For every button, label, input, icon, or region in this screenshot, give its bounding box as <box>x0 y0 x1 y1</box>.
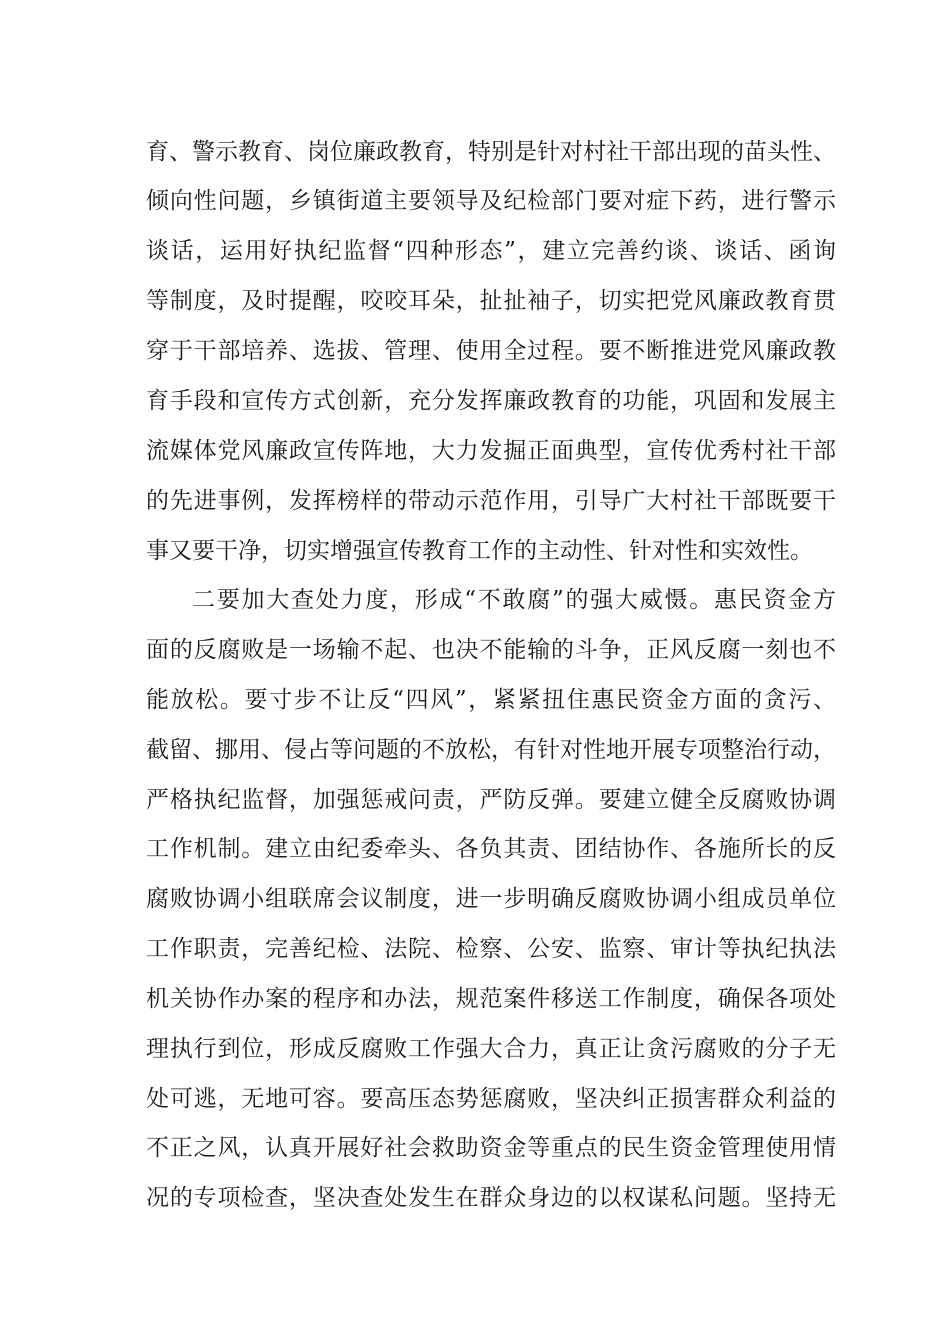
text-line: 工作机制。建立由纪委牵头、各负其责、团结协作、各施所长的反 <box>146 836 836 862</box>
text-line: 工作职责，完善纪检、法院、检察、公安、监察、审计等执纪执法 <box>146 936 836 962</box>
text-line: 能放松。要寸步不让反“四风”，紧紧扭住惠民资金方面的贪污、 <box>146 687 836 713</box>
text-line: 面的反腐败是一场输不起、也决不能输的斗争，正风反腐一刻也不 <box>146 637 836 663</box>
text-line: 事又要干净，切实增强宣传教育工作的主动性、针对性和实效性。 <box>146 538 813 564</box>
text-line: 严格执纪监督，加强惩戒问责，严防反弹。要建立健全反腐败协调 <box>146 787 836 813</box>
text-line: 育、警示教育、岗位廉政教育，特别是针对村社干部出现的苗头性、 <box>146 139 836 165</box>
text-line: 腐败协调小组联席会议制度，进一步明确反腐败协调小组成员单位 <box>146 886 836 912</box>
text-line: 处可逃，无地可容。要高压态势惩腐败，坚决纠正损害群众利益的 <box>146 1086 836 1112</box>
text-line: 不正之风，认真开展好社会救助资金等重点的民生资金管理使用情 <box>146 1135 836 1161</box>
paragraph-first-line: 二要加大查处力度，形成“不敢腐”的强大威慑。惠民资金方 <box>192 587 836 613</box>
text-line: 况的专项检查，坚决查处发生在群众身边的以权谋私问题。坚持无 <box>146 1185 836 1211</box>
text-line: 穿于干部培养、选拔、管理、使用全过程。要不断推进党风廉政教 <box>146 338 836 364</box>
text-line: 的先进事例，发挥榜样的带动示范作用，引导广大村社干部既要干 <box>146 488 836 514</box>
text-line: 倾向性问题，乡镇街道主要领导及纪检部门要对症下药，进行警示 <box>146 188 836 214</box>
text-line: 等制度，及时提醒，咬咬耳朵，扯扯袖子，切实把党风廉政教育贯 <box>146 288 836 314</box>
text-line: 育手段和宣传方式创新，充分发挥廉政教育的功能，巩固和发展主 <box>146 388 836 414</box>
text-line: 理执行到位，形成反腐败工作强大合力，真正让贪污腐败的分子无 <box>146 1036 836 1062</box>
text-line: 机关协作办案的程序和办法，规范案件移送工作制度，确保各项处 <box>146 986 836 1012</box>
text-line: 谈话，运用好执纪监督“四种形态”，建立完善约谈、谈话、函询 <box>146 238 836 264</box>
text-line: 流媒体党风廉政宣传阵地，大力发掘正面典型，宣传优秀村社干部 <box>146 438 836 464</box>
text-line: 截留、挪用、侵占等问题的不放松，有针对性地开展专项整治行动， <box>146 737 836 763</box>
